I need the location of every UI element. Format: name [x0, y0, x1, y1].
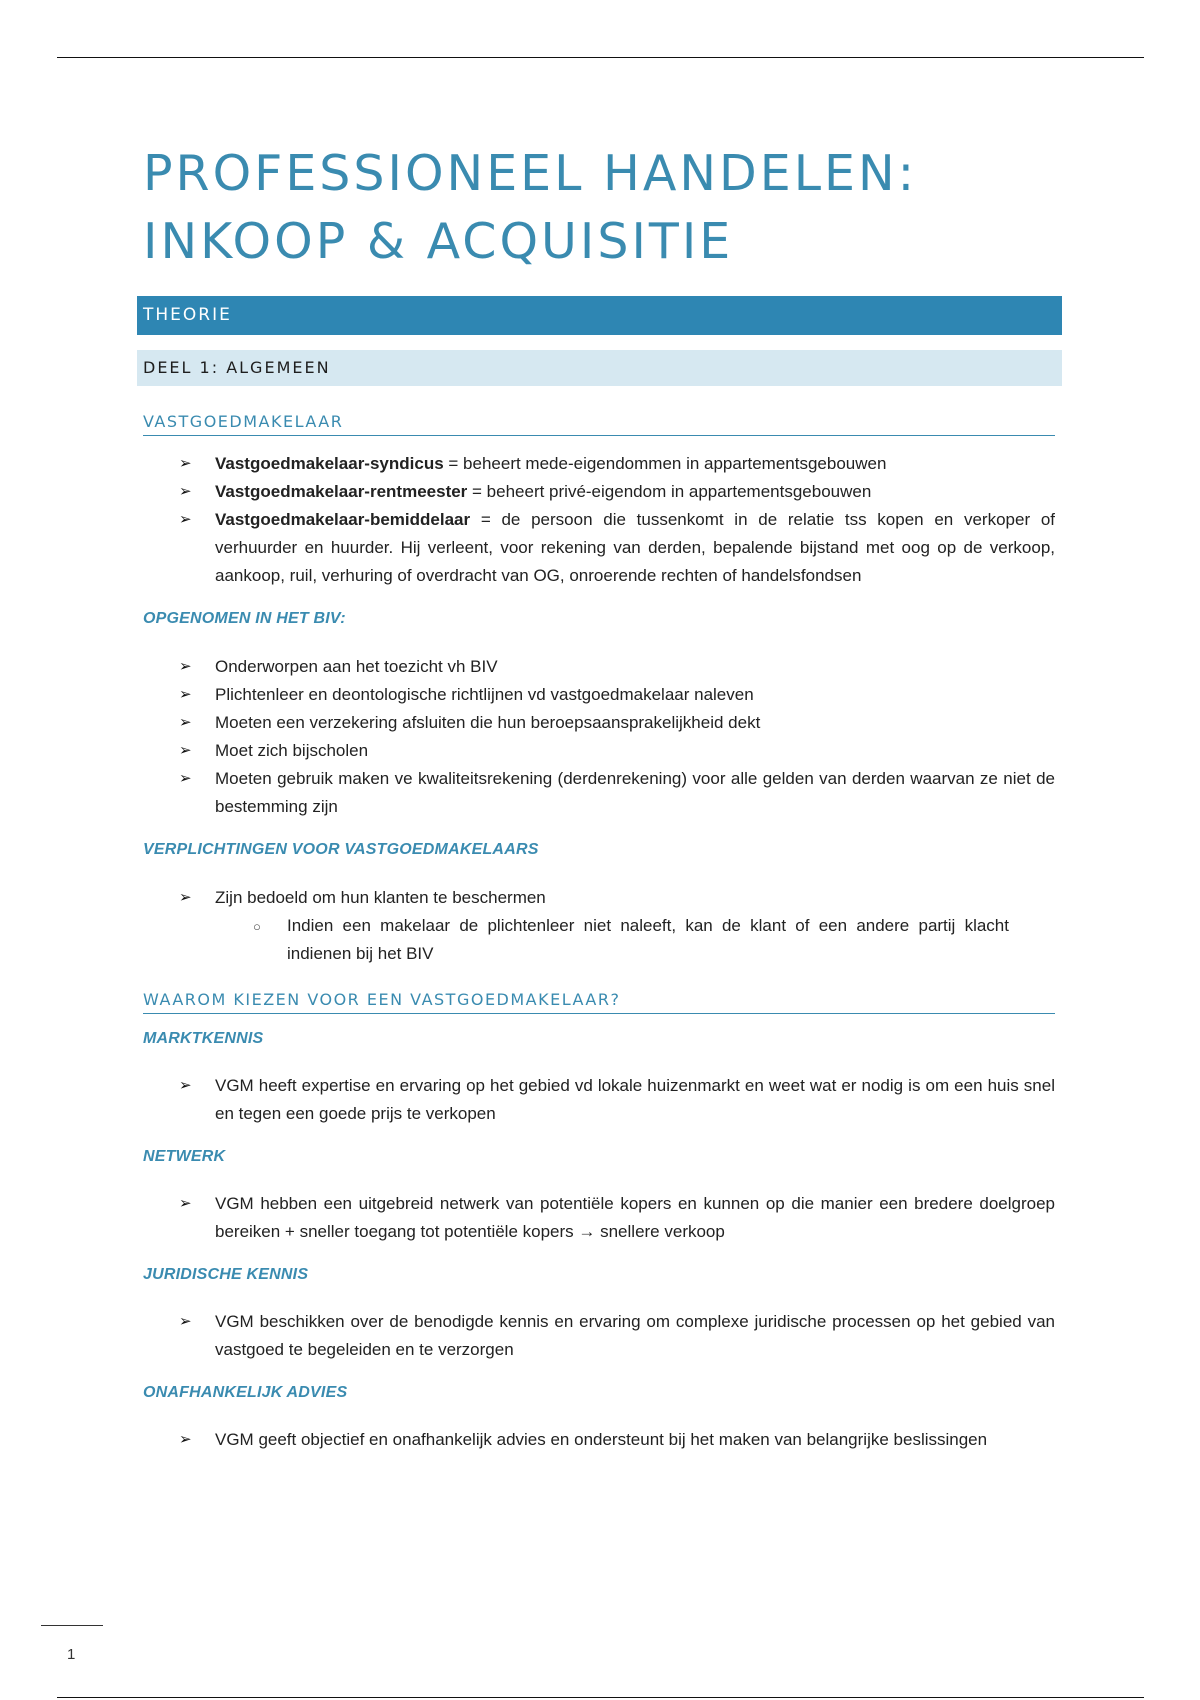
arrow-bullet-icon: ➢ [179, 770, 192, 787]
biv-item-text: Moet zich bijscholen [215, 741, 369, 760]
arrow-bullet-icon: ➢ [179, 483, 192, 500]
netwerk-text: VGM hebben een uitgebreid netwerk van potentiële kopers en kunnen op die manier een bredere doelgroep bereiken + sneller toegang tot potentiële kopers → snellere verkoop [215, 1194, 1055, 1241]
heading-netwerk: NETWERK [143, 1148, 226, 1165]
definition-rentmeester: = beheert privé-eigendom in appartementsgebouwen [467, 482, 872, 501]
title-line-2: INKOOP & ACQUISITIE [143, 213, 734, 270]
biv-item-text: Plichtenleer en deontologische richtlijnen vd vastgoedmakelaar naleven [215, 685, 754, 704]
list-netwerk [143, 1190, 1055, 1246]
list-onafhankelijk-advies [143, 1426, 1055, 1454]
circle-bullet-icon: ○ [253, 919, 261, 934]
list-item [179, 765, 1055, 821]
list-biv [143, 653, 1055, 821]
definition-bemiddelaar: = de persoon die tussenkomt in de relatie tss kopen en verkoper of verhuurder en huurder. Hij verleent, voor rekening van derden, bepalende bijstand met oog op de verkoop, aankoop, ruil, verhuring of overdracht van OG, onroerende rechten of handelsfondsen [215, 510, 1055, 585]
heading-opgenomen-biv: OPGENOMEN IN HET BIV: [143, 610, 346, 627]
biv-item-text: Moeten gebruik maken ve kwaliteitsrekening (derdenrekening) voor alle gelden van derden waarvan ze niet de bestemming zijn [215, 769, 1055, 816]
list-item [179, 506, 1055, 590]
advies-text: VGM geeft objectief en onafhankelijk advies en ondersteunt bij het maken van belangrijke beslissingen [215, 1430, 988, 1449]
verplichtingen-subitem-text: Indien een makelaar de plichtenleer niet naleeft, kan de klant of een andere partij klacht indienen bij het BIV [287, 916, 1009, 963]
document-title [143, 140, 1055, 276]
arrow-bullet-icon: ➢ [179, 742, 192, 759]
list-item [179, 1426, 1055, 1454]
marktkennis-text: VGM heeft expertise en ervaring op het gebied vd lokale huizenmarkt en weet wat er nodig is om een huis snel en tegen een goede prijs te verkopen [215, 1076, 1055, 1123]
term-rentmeester: Vastgoedmakelaar-rentmeester [215, 482, 468, 501]
arrow-bullet-icon: ➢ [179, 686, 192, 703]
page-content [143, 140, 1055, 1454]
footer-rule [41, 1625, 103, 1626]
list-item [179, 1308, 1055, 1364]
arrow-bullet-icon: ➢ [179, 889, 192, 906]
term-bemiddelaar: Vastgoedmakelaar-bemiddelaar [215, 510, 471, 529]
juridisch-text: VGM beschikken over de benodigde kennis en ervaring om complexe juridische processen op het gebied van vastgoed te begeleiden en te verzorgen [215, 1312, 1055, 1359]
heading-verplichtingen: VERPLICHTINGEN VOOR VASTGOEDMAKELAARS [143, 841, 539, 858]
sublist-item [253, 912, 1055, 968]
arrow-bullet-icon: ➢ [179, 1313, 192, 1330]
header-rule [57, 57, 1144, 58]
biv-item-text: Moeten een verzekering afsluiten die hun beroepsaansprakelijkheid dekt [215, 713, 761, 732]
list-item [179, 1072, 1055, 1128]
arrow-bullet-icon: ➢ [179, 1077, 192, 1094]
arrow-bullet-icon: ➢ [179, 658, 192, 675]
sublist-verplichtingen [215, 912, 1055, 968]
list-item [179, 709, 1055, 737]
list-item [179, 450, 1055, 478]
verplichtingen-item-text: Zijn bedoeld om hun klanten te beschermen [215, 888, 546, 907]
list-item [179, 737, 1055, 765]
section-bar-theorie: THEORIE [137, 296, 1062, 335]
list-item [179, 884, 1055, 968]
arrow-bullet-icon: ➢ [179, 714, 192, 731]
page-number: 1 [67, 1646, 76, 1663]
list-item [179, 1190, 1055, 1246]
heading-juridische-kennis: JURIDISCHE KENNIS [143, 1266, 309, 1283]
heading-marktkennis: MARKTKENNIS [143, 1030, 264, 1047]
list-item [179, 681, 1055, 709]
page-bottom-rule [57, 1697, 1144, 1698]
heading-vastgoedmakelaar: VASTGOEDMAKELAAR [143, 412, 1055, 436]
list-marktkennis [143, 1072, 1055, 1128]
list-juridische-kennis [143, 1308, 1055, 1364]
heading-onafhankelijk-advies: ONAFHANKELIJK ADVIES [143, 1384, 348, 1401]
arrow-bullet-icon: ➢ [179, 455, 192, 472]
arrow-bullet-icon: ➢ [179, 511, 192, 528]
list-item [179, 478, 1055, 506]
heading-waarom-kiezen: WAAROM KIEZEN VOOR EEN VASTGOEDMAKELAAR? [143, 990, 1055, 1014]
list-item [179, 653, 1055, 681]
term-syndicus: Vastgoedmakelaar-syndicus [215, 454, 444, 473]
definition-syndicus: = beheert mede-eigendommen in appartementsgebouwen [443, 454, 887, 473]
list-verplichtingen [143, 884, 1055, 968]
arrow-bullet-icon: ➢ [179, 1431, 192, 1448]
biv-item-text: Onderworpen aan het toezicht vh BIV [215, 657, 498, 676]
list-vastgoedmakelaar-types [143, 450, 1055, 590]
section-bar-deel-1: DEEL 1: ALGEMEEN [137, 350, 1062, 386]
arrow-bullet-icon: ➢ [179, 1195, 192, 1212]
title-line-1: PROFESSIONEEL HANDELEN: [143, 145, 918, 202]
